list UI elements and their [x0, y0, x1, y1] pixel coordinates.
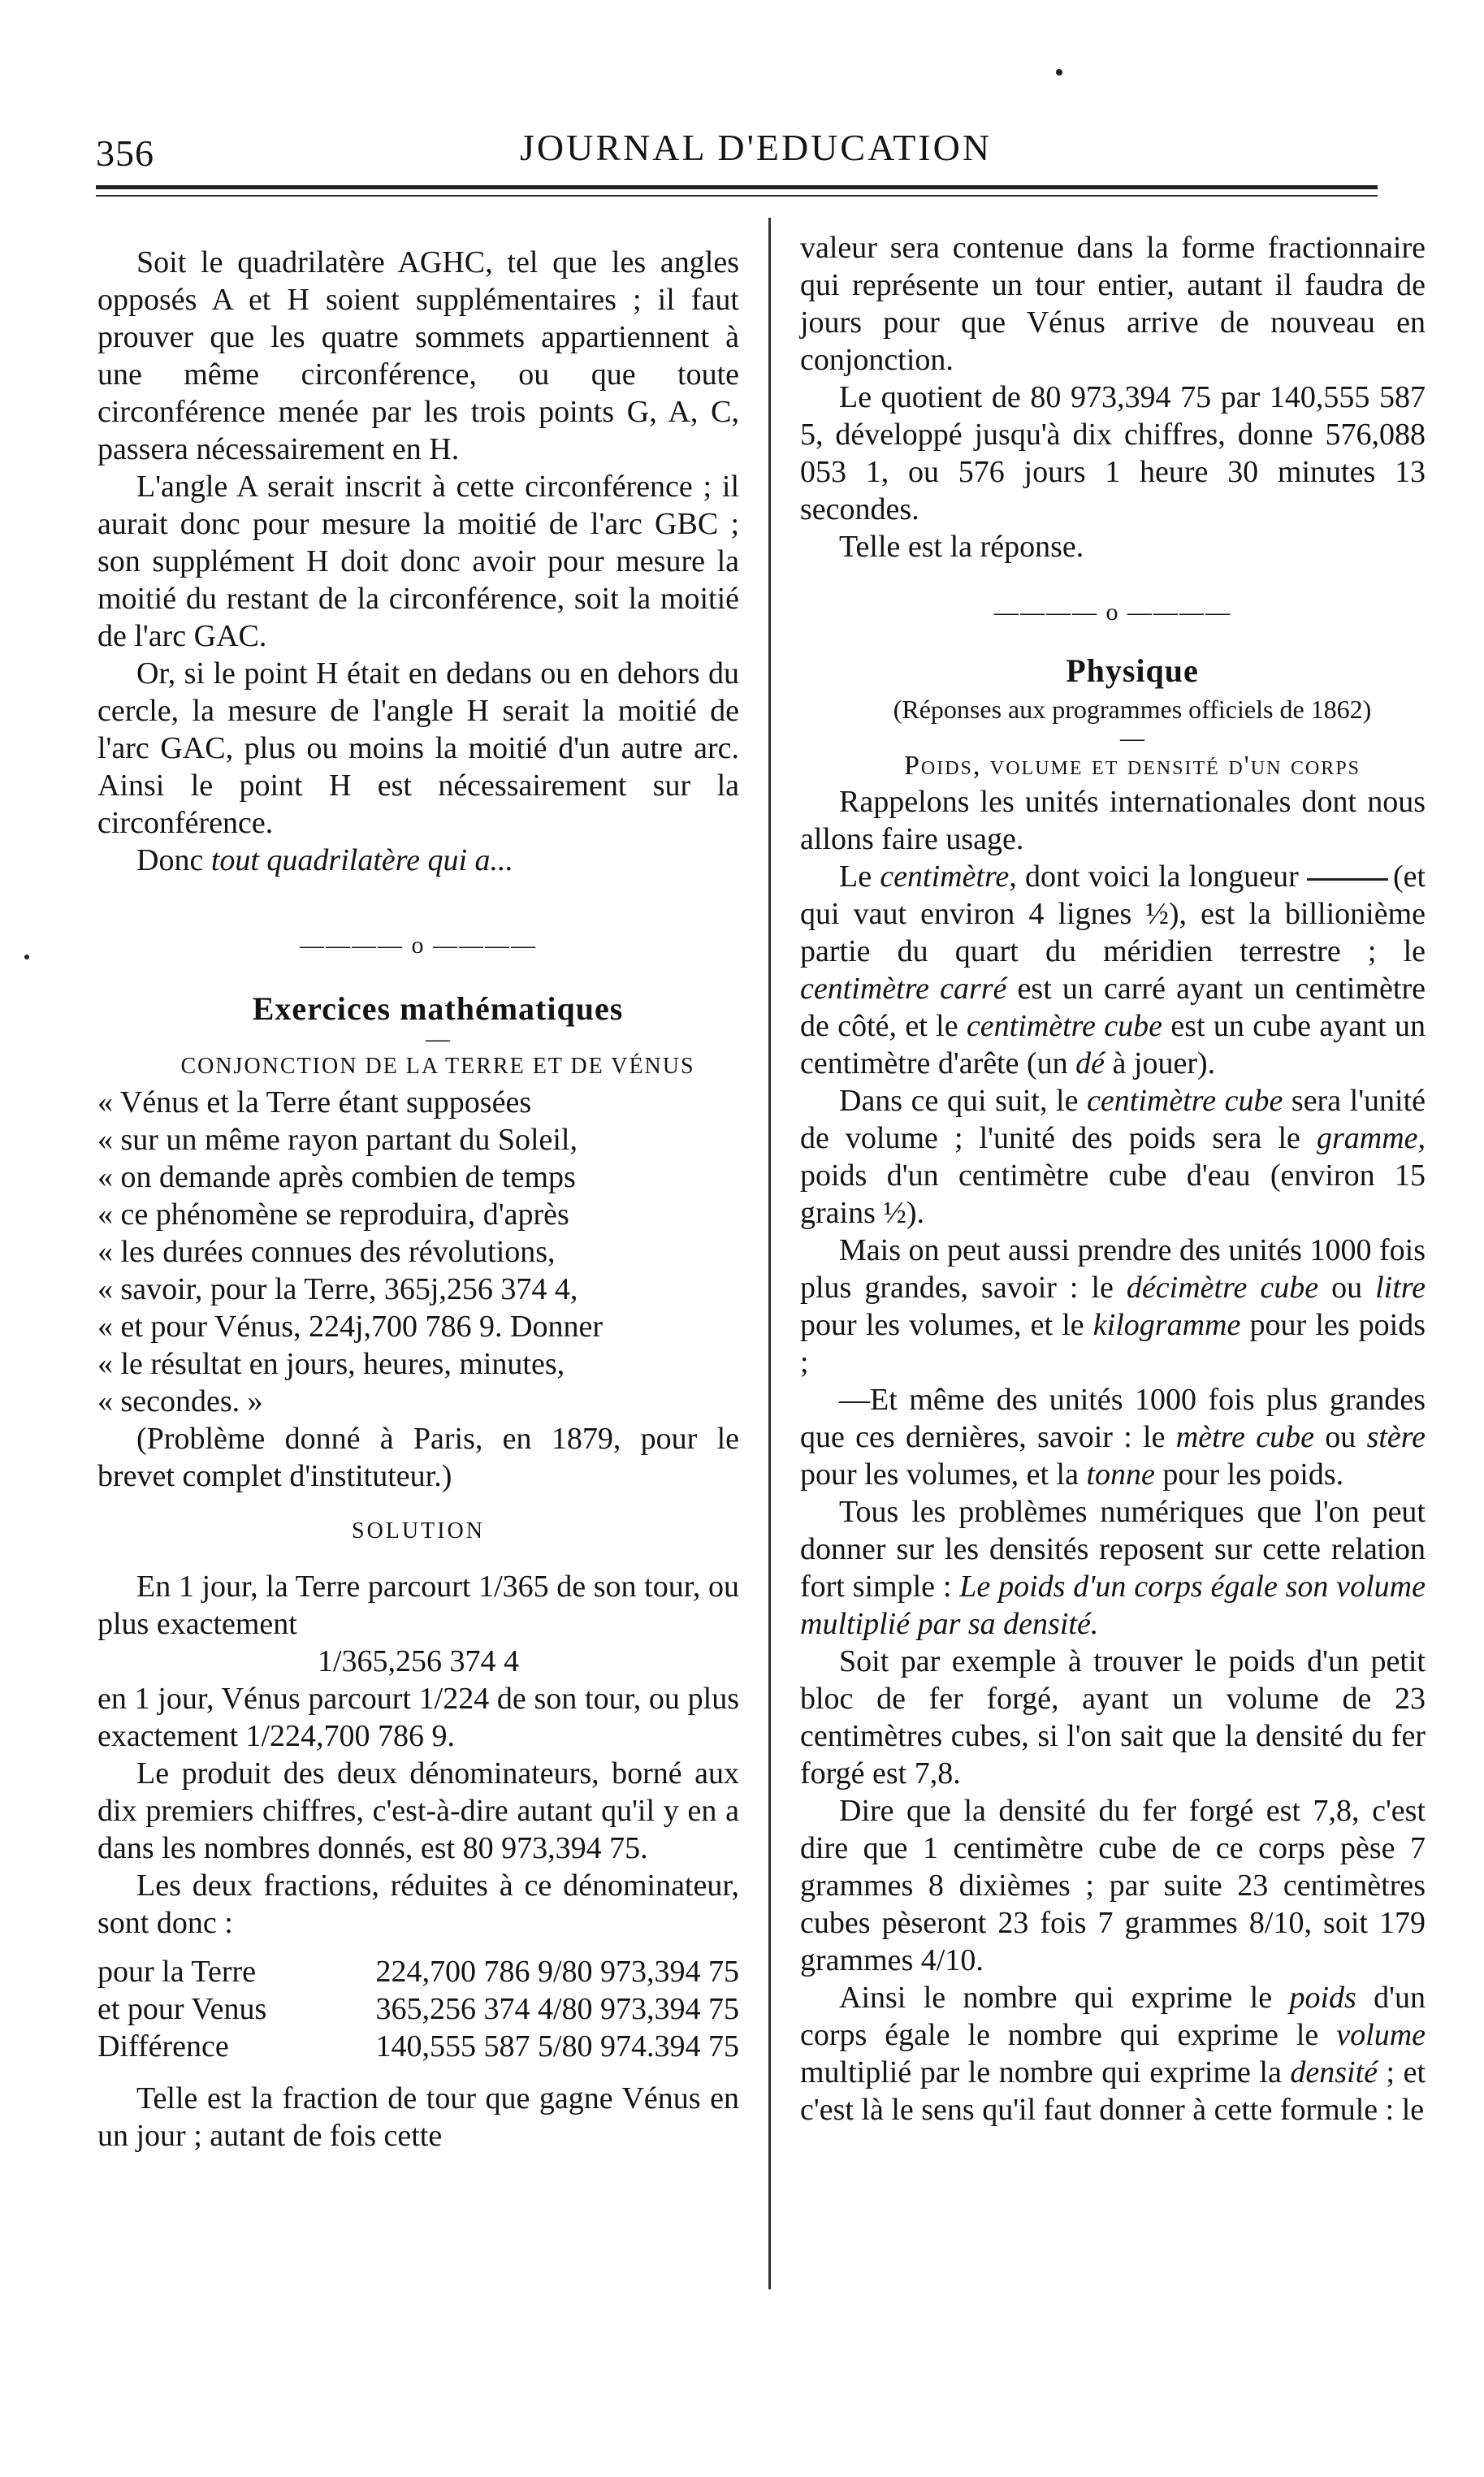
paragraph — [800, 1493, 1426, 1643]
paragraph: en 1 jour, Vénus parcourt 1/224 de son tour, ou plus exactement 1/224,700 786 9. — [97, 1682, 739, 1753]
page-header — [0, 0, 1484, 203]
quote-line: « les durées connues des révolutions, — [97, 1235, 556, 1269]
fraction: 1/365,256 374 4 — [317, 1644, 520, 1678]
row-value: 365,256 374 4/80 973,394 75 — [375, 1992, 739, 2026]
title-dash: — — [426, 1025, 450, 1052]
centimeter-length-rule — [1307, 878, 1388, 881]
ink-speck — [1056, 69, 1062, 76]
subheading: CONJONCTION DE LA TERRE ET DE VÉNUS — [180, 1054, 695, 1079]
page-number: 356 — [96, 132, 154, 174]
left-column — [97, 244, 739, 2154]
text: pour les volumes, et la — [800, 1457, 1079, 1492]
italic-term: décimètre cube — [1126, 1271, 1319, 1305]
text: Le — [839, 860, 872, 894]
quote-line: « sur un même rayon partant du Soleil, — [97, 1123, 578, 1157]
text: est un carré ayant un centimètre de côté, et le — [800, 972, 1426, 1043]
text: pour les poids ; — [800, 1308, 1426, 1379]
quote-line: « savoir, pour la Terre, 365j,256 374 4, — [97, 1272, 578, 1306]
italic-term: stère — [1366, 1420, 1426, 1454]
italic-term: tonne — [1086, 1457, 1155, 1492]
italic-term: volume — [1336, 2018, 1426, 2052]
text: (et qui vaut environ 4 lignes ½), est la billionième partie du quart du méridien terrestre ; le — [800, 860, 1426, 968]
row-label: pour la Terre — [97, 1955, 256, 1989]
italic-term: centimètre, — [880, 860, 1017, 894]
italic-term: centimètre cube — [1087, 1084, 1283, 1118]
table-row — [97, 1990, 739, 2028]
quote-line: « Vénus et la Terre étant supposées — [97, 1085, 532, 1119]
row-value: 224,700 786 9/80 973,394 75 — [375, 1955, 739, 1989]
paragraph: Soit par exemple à trouver le poids d'un petit bloc de fer forgé, ayant un volume de 23 centimètres cubes, si l'on sait que la densité du fer forgé est 7,8. — [800, 1644, 1426, 1791]
header-rule-thin — [96, 195, 1378, 197]
paragraph — [800, 1232, 1426, 1381]
text: sera l'unité de volume ; l'unité des poids sera le — [800, 1084, 1426, 1155]
text: à jouer). — [1112, 1046, 1216, 1080]
quote-line: « le résultat en jours, heures, minutes, — [97, 1347, 565, 1381]
text: Dans ce qui suit, le — [839, 1084, 1079, 1118]
text: Ainsi le nombre qui exprime le — [839, 1981, 1273, 2015]
quote-line: « on demande après combien de temps — [97, 1160, 576, 1194]
table-row — [97, 1953, 739, 1990]
italic-term: gramme, — [1316, 1121, 1426, 1155]
problem-note: (Problème donné à Paris, en 1879, pour le brevet complet d'instituteur.) — [97, 1422, 739, 1493]
column-divider — [768, 218, 771, 2289]
quote-line: « secondes. » — [97, 1384, 263, 1418]
italic-text: tout quadrilatère qui a... — [210, 843, 514, 877]
italic-term: densité — [1290, 2055, 1378, 2089]
paragraph: Rappelons les unités internationales dont nous allons faire usage. — [800, 785, 1426, 856]
section-note: (Réponses aux programmes officiels de 1862) — [893, 695, 1372, 724]
section-separator: ———— o ———— — [300, 932, 537, 959]
text: dont voici la longueur — [1025, 860, 1299, 894]
paragraph: Le quotient de 80 973,394 75 par 140,555 587 5, développé jusqu'à dix chiffres, donne 576,088 053 1, ou 576 jours 1 heure 30 minutes 13 secondes. — [800, 380, 1426, 526]
table-row — [97, 2028, 739, 2065]
quote-line: « et pour Vénus, 224j,700 786 9. Donner — [97, 1310, 604, 1344]
text: ou — [1331, 1271, 1363, 1305]
row-label: Différence — [97, 2029, 229, 2063]
section-title: Physique — [1066, 652, 1199, 689]
italic-term: kilogramme — [1092, 1308, 1241, 1342]
italic-term: litre — [1375, 1271, 1426, 1305]
text: ou — [1325, 1420, 1356, 1454]
paragraph: Les deux fractions, réduites à ce dénominateur, sont donc : — [97, 1869, 739, 1940]
text: d'un corps égale le nombre qui exprime le — [800, 1981, 1426, 2052]
paragraph: Le produit des deux dénominateurs, borné aux dix premiers chiffres, c'est-à-dire autant qu'il y en a dans les nombres donnés, est 80 973,394 75. — [97, 1756, 739, 1865]
problem-quote — [97, 1084, 739, 1420]
paragraph: Telle est la réponse. — [839, 530, 1084, 564]
text: multiplié par le nombre qui exprime la — [800, 2055, 1282, 2089]
row-label: et pour Venus — [97, 1992, 267, 2026]
separator-glyph: o — [1105, 599, 1120, 626]
section-separator: ———— o ———— — [994, 599, 1231, 626]
row-value: 140,555 587 5/80 974.394 75 — [375, 2029, 739, 2063]
right-column — [800, 229, 1426, 2128]
text: est un cube ayant un centimètre d'arête (un — [800, 1009, 1426, 1080]
paragraph: Telle est la fraction de tour que gagne Vénus en un jour ; autant de fois cette — [97, 2081, 739, 2153]
paragraph: En 1 jour, la Terre parcourt 1/365 de son tour, ou plus exactement — [97, 1570, 739, 1641]
solution-label: SOLUTION — [352, 1518, 485, 1544]
title-dash: — — [1120, 725, 1144, 751]
italic-term: dé — [1075, 1046, 1105, 1080]
paragraph: L'angle A serait inscrit à cette circonférence ; il aurait donc pour mesure la moitié de l'arc GBC ; son supplément H doit donc avoir pour mesure la moitié du restant de la circonférence, soit la moitié de l'arc GAC. — [97, 470, 739, 653]
text: ; et c'est là le sens qu'il faut donner à cette formule : le — [800, 2055, 1426, 2127]
header-rule — [96, 185, 1378, 189]
text: Donc — [136, 843, 204, 877]
fractions-table — [97, 1953, 739, 2065]
subheading: Poids, volume et densité d'un corps — [903, 751, 1361, 781]
journal-title: JOURNAL D'EDUCATION — [520, 127, 993, 168]
italic-term: mètre cube — [1175, 1420, 1314, 1454]
text: pour les poids. — [1162, 1457, 1344, 1492]
paragraph — [800, 1082, 1426, 1232]
text: Tous les problèmes numériques que l'on peut donner sur les densités reposent sur cette relation fort simple : — [800, 1495, 1426, 1604]
text: poids d'un centimètre cube d'eau (environ 15 grains ½). — [800, 1158, 1426, 1230]
text: —Et même des unités 1000 fois plus grandes que ces dernières, savoir : le — [800, 1383, 1426, 1454]
paragraph: valeur sera contenue dans la forme fractionnaire qui représente un tour entier, autant il faudra de jours pour que Vénus arrive de nouveau en conjonction. — [800, 231, 1426, 377]
italic-term: poids — [1289, 1981, 1356, 2015]
italic-term: centimètre cube — [966, 1009, 1162, 1043]
paragraph: Soit le quadrilatère AGHC, tel que les angles opposés A et H soient supplémentaires ; il faut prouver que les quatre sommets appartiennent à une même circonférence, ou que toute circonférence menée par les trois points G, A, C, passera nécessairement en H. — [97, 245, 739, 466]
paragraph — [97, 842, 739, 879]
text: pour les volumes, et le — [800, 1308, 1084, 1342]
italic-term: centimètre carré — [800, 972, 1007, 1006]
italic-rule: Le poids d'un corps égale son volume multiplié par sa densité. — [800, 1570, 1426, 1641]
ink-speck — [24, 955, 29, 959]
paragraph — [800, 1979, 1426, 2128]
paragraph — [800, 858, 1426, 1082]
paragraph — [800, 1381, 1426, 1493]
separator-glyph: o — [411, 932, 426, 959]
text: Mais on peut aussi prendre des unités 1000 fois plus grandes, savoir : le — [800, 1233, 1426, 1305]
quote-line: « ce phénomène se reproduira, d'après — [97, 1197, 569, 1232]
paragraph: Or, si le point H était en dedans ou en dehors du cercle, la mesure de l'angle H serait la moitié de l'arc GAC, plus ou moins la moitié d'un autre arc. Ainsi le point H est nécessairement sur la circonférence. — [97, 656, 739, 840]
paragraph: Dire que la densité du fer forgé est 7,8, c'est dire que 1 centimètre cube de ce corps pèse 7 grammes 8 dixièmes ; par suite 23 centimètres cubes pèseront 23 fois 7 grammes 8/10, soit 179 grammes 4/10. — [800, 1794, 1426, 1977]
section-title: Exercices mathématiques — [252, 990, 624, 1027]
